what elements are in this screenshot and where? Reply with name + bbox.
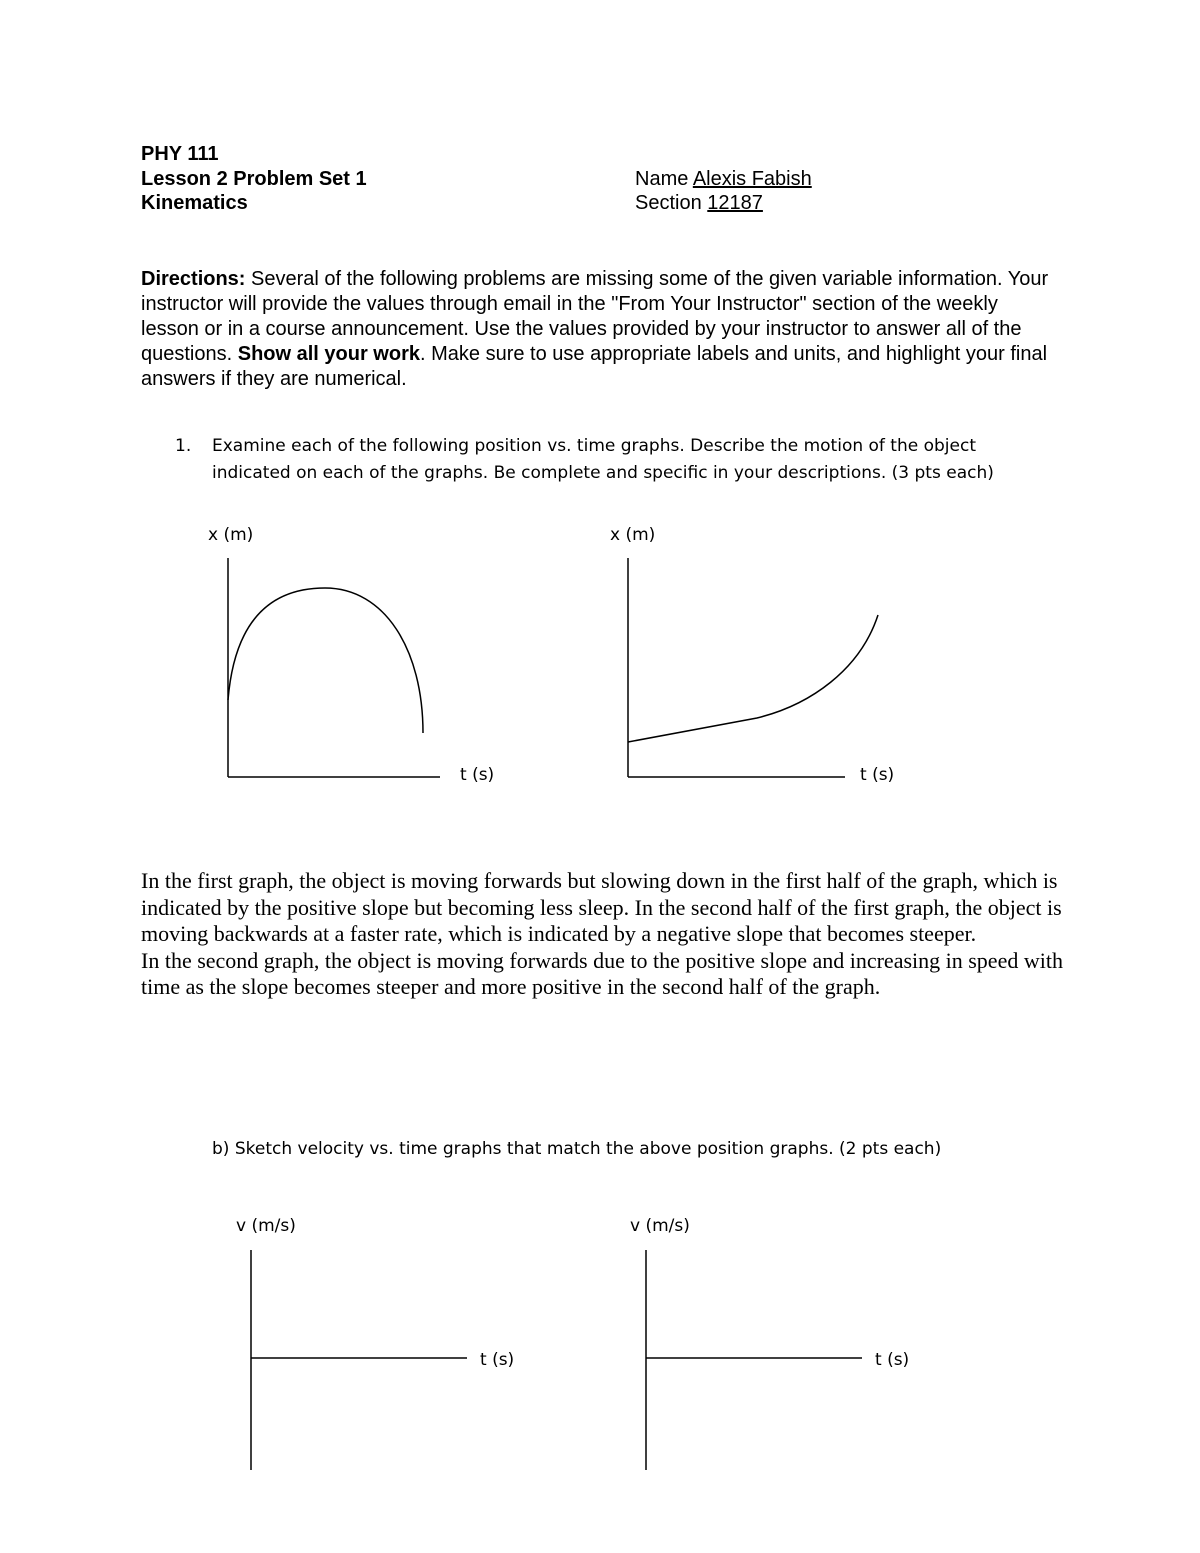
- question-1-text: Examine each of the following position vs. time graphs. Describe the motion of the object indicated on each of the graphs. Be complete and specific in your descriptions. (3 pts each): [212, 436, 994, 483]
- graph-2-x-axis-label: t (s): [860, 765, 895, 785]
- graph-2-y-axis-label: x (m): [610, 525, 656, 545]
- velocity-graph-2-y-axis-label: v (m/s): [630, 1216, 690, 1236]
- velocity-graph-2-x-axis-label: t (s): [875, 1350, 910, 1370]
- answer-paragraph-1: In the first graph, the object is moving forwards but slowing down in the first half of the graph, which is indicated by the positive slope but becoming less sleep. In the second half of the first graph, the object is moving backwards at a faster rate, which is indicated by a negative slope that becomes steeper.: [141, 868, 1062, 947]
- velocity-graph-1-x-axis-label: t (s): [480, 1350, 515, 1370]
- lesson-title: Lesson 2 Problem Set 1: [141, 168, 367, 190]
- question-1-number: 1.: [175, 436, 192, 456]
- question-1b-text: b) Sketch velocity vs. time graphs that match the above position graphs. (2 pts each): [212, 1139, 942, 1159]
- name-label: Name: [635, 168, 689, 190]
- directions-text-1: Several of the following problems are missing some of the given variable information. Your instructor will provide the values through email in the "From Your Instructor" section of the weekly lesson or in a course announcement. Use the values provided by your instructor to answer all of the questions.: [141, 268, 1049, 365]
- topic-title: Kinematics: [141, 192, 248, 214]
- directions-text-2: . Make sure to use appropriate labels and units, and highlight your final answers if they are numerical.: [141, 343, 1048, 390]
- graph-1-y-axis-label: x (m): [208, 525, 254, 545]
- answer-paragraph-2: In the second graph, the object is moving forwards due to the positive slope and increasing in speed with time as the slope becomes steeper and more positive in the second half of the graph.: [141, 947, 1063, 1000]
- directions-emphasis: Show all your work: [237, 343, 420, 365]
- section-value: 12187: [707, 192, 763, 214]
- directions-label: Directions:: [141, 268, 246, 290]
- graph-1-x-axis-label: t (s): [460, 765, 495, 785]
- section-label: Section: [635, 192, 702, 214]
- course-code: PHY 111: [141, 143, 219, 165]
- name-value: Alexis Fabish: [692, 168, 812, 190]
- velocity-graph-1-y-axis-label: v (m/s): [236, 1216, 296, 1236]
